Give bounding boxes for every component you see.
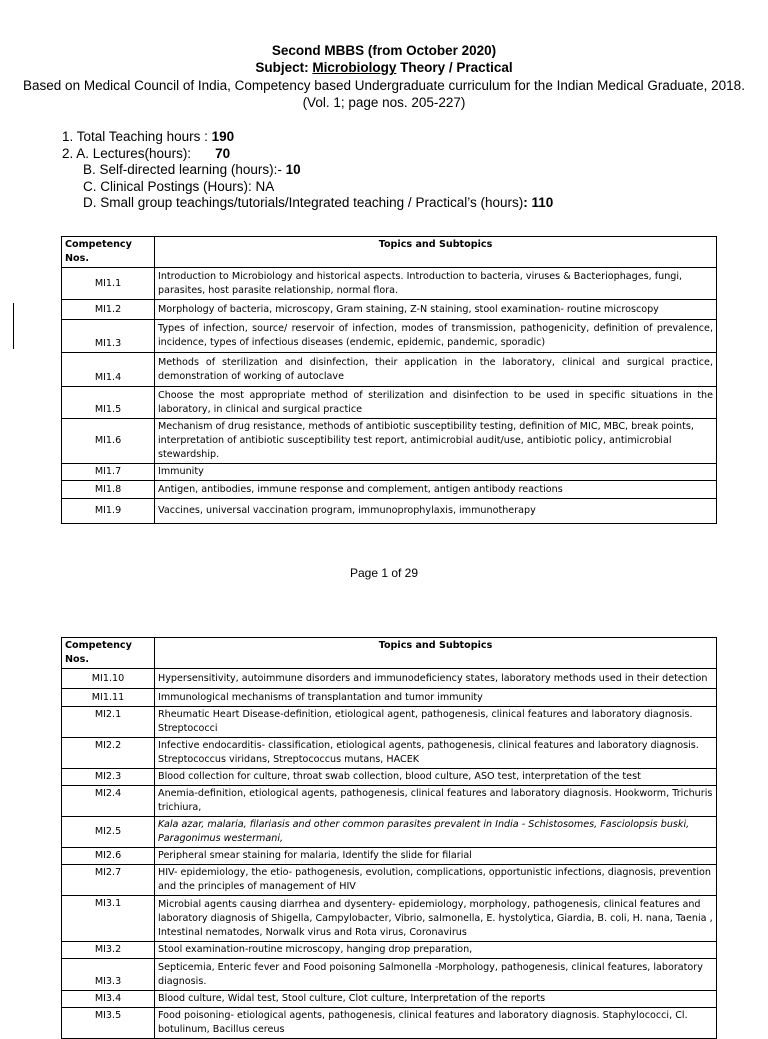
subject-prefix: Subject: — [255, 60, 313, 75]
competency-number: MI2.4 — [62, 786, 155, 817]
table-row — [62, 353, 717, 387]
total-teaching-hours — [62, 129, 553, 146]
competency-table-page2 — [61, 637, 717, 1039]
competency-number: MI1.7 — [62, 464, 155, 481]
table-row — [62, 300, 717, 320]
table-row — [62, 769, 717, 786]
summary-value: 70 — [215, 145, 231, 161]
summary-label: 1. Total Teaching hours : — [62, 129, 212, 144]
table-row — [62, 942, 717, 959]
table-row — [62, 817, 717, 848]
summary-label: 2. A. Lectures(hours): — [62, 145, 192, 161]
table-row — [62, 499, 717, 524]
competency-number: MI1.2 — [62, 300, 155, 320]
summary-value: 190 — [211, 129, 235, 144]
teaching-hours-summary — [62, 129, 553, 212]
competency-topic: Microbial agents causing diarrhea and dysentery- epidemiology, morphology, pathogenesis, clinical features and laboratory diagnosis of Shigella, Campylobacter, Vibrio, salmonella, E. hystolytica, Giardia, B. coli, H. nana, Taenia , Intestinal nematodes, Norwalk virus and Rota virus, Coronavirus — [155, 896, 717, 942]
competency-topic: Blood culture, Widal test, Stool culture, Clot culture, Interpretation of the reports — [155, 991, 717, 1008]
competency-topic: Introduction to Microbiology and historical aspects. Introduction to bacteria, viruses & Bacteriophages, fungi, parasites, host parasite relationship, normal flora. — [155, 268, 717, 300]
competency-number: MI1.3 — [62, 320, 155, 353]
competency-number: MI2.1 — [62, 707, 155, 738]
page-number: Page 1 of 29 — [349, 566, 419, 580]
competency-topic: Mechanism of drug resistance, methods of antibiotic susceptibility testing, definition of MIC, MBC, break points, interpretation of antibiotic susceptibility test report, antimicrobial audit/use, antibiotic policy, antimicrobial stewardship. — [155, 419, 717, 464]
competency-topic: Immunological mechanisms of transplantation and tumor immunity — [155, 689, 717, 707]
clinical-postings-hours — [62, 179, 553, 196]
competency-number: MI1.1 — [62, 268, 155, 300]
document-title: Second MBBS (from October 2020) — [271, 43, 497, 58]
competency-topic: Vaccines, universal vaccination program, immunoprophylaxis, immunotherapy — [155, 499, 717, 524]
competency-topic: Immunity — [155, 464, 717, 481]
competency-number: MI1.4 — [62, 353, 155, 387]
competency-table-page1 — [61, 236, 717, 524]
summary-label: B. Self-directed learning (hours):- — [83, 162, 286, 178]
competency-number: MI2.6 — [62, 848, 155, 865]
table-row — [62, 1008, 717, 1039]
small-group-hours — [62, 195, 553, 212]
competency-number: MI3.4 — [62, 991, 155, 1008]
competency-topic: Kala azar, malaria, filariasis and other common parasites prevalent in India - Schistosomes, Fasciolopsis buski, Paragonimus westermani, — [155, 817, 717, 848]
table-row — [62, 848, 717, 865]
table-row — [62, 481, 717, 499]
header-competency-nos: Competency Nos. — [62, 237, 155, 268]
competency-topic: Hypersensitivity, autoimmune disorders and immunodeficiency states, laboratory methods used in their detection — [155, 669, 717, 689]
competency-number: MI1.10 — [62, 669, 155, 689]
competency-topic: Types of infection, source/ reservoir of infection, modes of transmission, pathogenicity, definition of prevalence, incidence, types of infectious diseases (endemic, epidemic, pandemic, sporadic) — [155, 320, 717, 353]
competency-number: MI3.3 — [62, 959, 155, 991]
competency-topic: Rheumatic Heart Disease-definition, etiological agent, pathogenesis, clinical features and laboratory diagnosis. Streptococci — [155, 707, 717, 738]
competency-number: MI1.9 — [62, 499, 155, 524]
document-header — [0, 42, 768, 111]
table-row — [62, 786, 717, 817]
table-row — [62, 689, 717, 707]
subject-suffix: Theory / Practical — [396, 60, 513, 75]
competency-number: MI3.1 — [62, 896, 155, 942]
subject-line — [0, 59, 768, 76]
table-row — [62, 865, 717, 896]
table-row — [62, 991, 717, 1008]
competency-topic: HIV- epidemiology, the etio- pathogenesis, evolution, complications, opportunistic infections, diagnosis, prevention and the principles of management of HIV — [155, 865, 717, 896]
lecture-hours — [62, 146, 553, 163]
table-header-row — [62, 237, 717, 268]
competency-topic: Septicemia, Enteric fever and Food poisoning Salmonella -Morphology, pathogenesis, clinical features, laboratory diagnosis. — [155, 959, 717, 991]
competency-topic: Infective endocarditis- classification, etiological agents, pathogenesis, clinical features and laboratory diagnosis. Streptococcus viridans, Streptococcus mutans, HACEK — [155, 738, 717, 769]
competency-topic: Blood collection for culture, throat swab collection, blood culture, ASO test, interpretation of the test — [155, 769, 717, 786]
competency-number: MI3.5 — [62, 1008, 155, 1039]
competency-number: MI2.2 — [62, 738, 155, 769]
table-row — [62, 896, 717, 942]
competency-number: MI3.2 — [62, 942, 155, 959]
curriculum-reference: Based on Medical Council of India, Competency based Undergraduate curriculum for the Indian Medical Graduate, 2018. (Vol. 1; page nos. 205-227) — [23, 78, 745, 110]
table-row — [62, 707, 717, 738]
summary-label: C. Clinical Postings (Hours): NA — [83, 178, 275, 194]
competency-number: MI2.7 — [62, 865, 155, 896]
competency-topic: Methods of sterilization and disinfection, their application in the laboratory, clinical and surgical practice, demonstration of working of autoclave — [155, 353, 717, 387]
table-row — [62, 268, 717, 300]
competency-number: MI1.8 — [62, 481, 155, 499]
competency-number: MI1.6 — [62, 419, 155, 464]
competency-number: MI1.5 — [62, 387, 155, 419]
margin-mark — [13, 303, 14, 349]
competency-number: MI1.11 — [62, 689, 155, 707]
competency-topic: Anemia-definition, etiological agents, pathogenesis, clinical features and laboratory diagnosis. Hookworm, Trichuris trichiura, — [155, 786, 717, 817]
competency-number: MI2.5 — [62, 817, 155, 848]
table-row — [62, 419, 717, 464]
summary-value: 10 — [285, 162, 301, 178]
header-topics: Topics and Subtopics — [155, 237, 717, 268]
competency-topic: Peripheral smear staining for malaria, Identify the slide for filarial — [155, 848, 717, 865]
table-row — [62, 464, 717, 481]
summary-label: D. Small group teachings/tutorials/Integrated teaching / Practical’s (hours) — [83, 195, 524, 211]
summary-value: : 110 — [523, 195, 554, 211]
competency-topic: Choose the most appropriate method of sterilization and disinfection to be used in specific situations in the laboratory, in clinical and surgical practice — [155, 387, 717, 419]
table-row — [62, 738, 717, 769]
table-row — [62, 320, 717, 353]
table-row — [62, 959, 717, 991]
competency-topic: Morphology of bacteria, microscopy, Gram staining, Z-N staining, stool examination- routine microscopy — [155, 300, 717, 320]
competency-topic: Stool examination-routine microscopy, hanging drop preparation, — [155, 942, 717, 959]
header-competency-nos: Competency Nos. — [62, 638, 155, 669]
header-topics: Topics and Subtopics — [155, 638, 717, 669]
table-row — [62, 669, 717, 689]
competency-number: MI2.3 — [62, 769, 155, 786]
subject-name: Microbiology — [312, 60, 397, 75]
table-row — [62, 387, 717, 419]
table-header-row — [62, 638, 717, 669]
self-directed-hours — [62, 162, 553, 179]
competency-topic: Antigen, antibodies, immune response and complement, antigen antibody reactions — [155, 481, 717, 499]
competency-topic: Food poisoning- etiological agents, pathogenesis, clinical features and laboratory diagnosis. Staphylococci, Cl. botulinum, Bacillus cereus — [155, 1008, 717, 1039]
